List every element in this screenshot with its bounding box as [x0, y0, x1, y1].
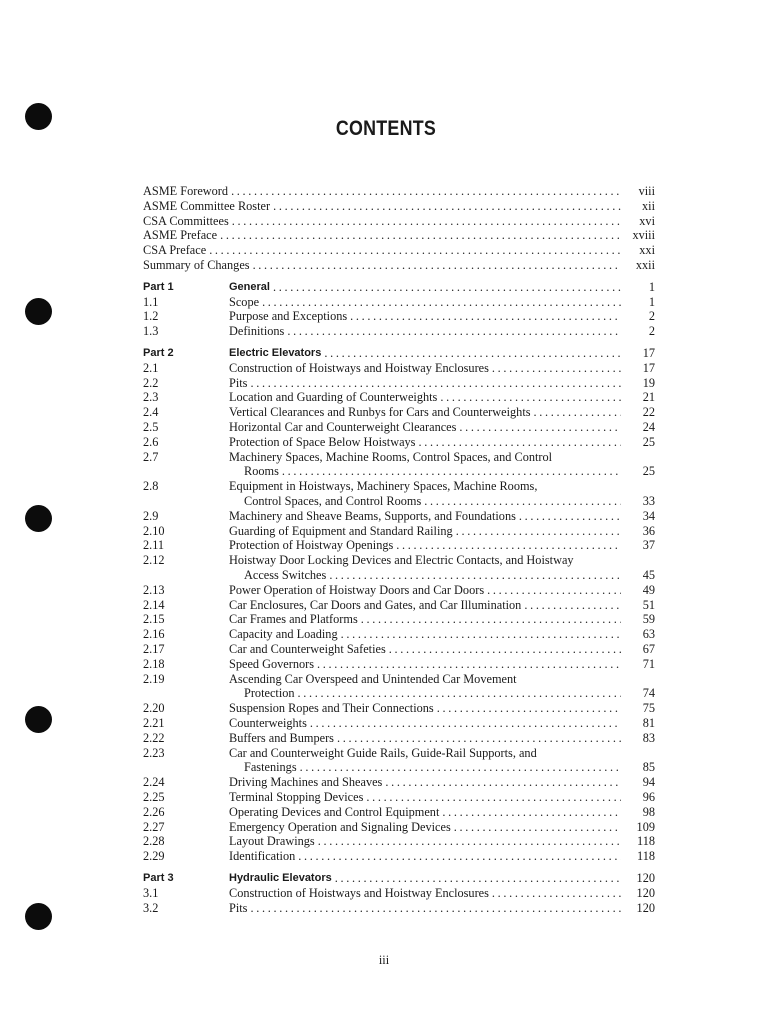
dot-leader	[307, 716, 621, 731]
toc-entry-title: Hydraulic Elevators	[229, 872, 332, 884]
toc-page-number: xxi	[639, 243, 655, 258]
toc-entry	[143, 243, 655, 258]
toc-section-number: 2.26	[143, 804, 165, 819]
toc-entry-title-continuation: Access Switches	[244, 568, 327, 582]
toc-entry	[143, 701, 655, 716]
toc-page-number: 1	[648, 294, 655, 309]
toc-page-number: 21	[642, 390, 655, 405]
toc-entry	[143, 524, 655, 539]
toc-page-number: 19	[642, 375, 655, 390]
toc-entry-title: Construction of Hoistways and Hoistway Enclosures	[229, 360, 489, 375]
toc-entry	[143, 820, 655, 835]
dot-leader	[334, 731, 621, 746]
toc-entry-title: Location and Guarding of Counterweights	[229, 390, 438, 405]
dot-leader	[415, 435, 621, 450]
toc-section-number: 2.19	[143, 671, 165, 686]
toc-page-number: 2	[648, 309, 655, 324]
dot-leader	[484, 583, 621, 598]
toc-entry-title: Electric Elevators	[229, 347, 322, 359]
dot-leader	[228, 184, 621, 199]
toc-page-number: 45	[642, 568, 655, 582]
dot-leader	[247, 376, 621, 391]
dot-leader	[295, 849, 621, 864]
toc-page-number: 118	[637, 849, 655, 864]
toc-entry-title: Terminal Stopping Devices	[229, 790, 364, 804]
toc-entry-title-continuation: Rooms	[244, 464, 279, 479]
dot-leader	[434, 701, 621, 716]
dot-leader	[347, 309, 621, 324]
toc-entry	[143, 746, 655, 761]
toc-entry	[143, 376, 655, 391]
toc-entry	[143, 390, 655, 405]
toc-entry	[143, 583, 655, 598]
toc-entry	[143, 479, 655, 494]
dot-leader	[314, 657, 621, 672]
toc-page-number: 51	[642, 597, 655, 612]
toc-entry-continuation	[143, 686, 655, 701]
toc-page-number: xii	[642, 198, 655, 213]
toc-entry-title: Suspension Ropes and Their Connections	[229, 701, 434, 716]
toc-entry	[143, 834, 655, 849]
toc-page-number: 120	[636, 885, 655, 900]
toc-section-number: 2.10	[143, 523, 165, 538]
toc-entry	[143, 346, 655, 361]
dot-leader	[295, 686, 621, 701]
toc-page-number: 67	[642, 642, 655, 656]
dot-leader	[326, 568, 621, 583]
dot-leader	[229, 214, 621, 229]
toc-page-number: 25	[642, 464, 655, 479]
toc-page-number: 71	[642, 656, 655, 671]
toc-page-number: 96	[642, 790, 655, 804]
toc-entry	[143, 901, 655, 916]
dot-leader	[247, 901, 621, 916]
dot-leader	[259, 295, 621, 310]
dot-leader	[386, 642, 621, 657]
toc-entry-title: Counterweights	[229, 716, 307, 730]
toc-entry	[143, 598, 655, 613]
toc-entry-title: Power Operation of Hoistway Doors and Car Doors	[229, 582, 485, 597]
toc-entry-title: Horizontal Car and Counterweight Clearances	[229, 420, 457, 434]
toc-entry	[143, 672, 655, 687]
toc-entry	[143, 790, 655, 805]
dot-leader	[451, 820, 621, 835]
toc-entry-title: Ascending Car Overspeed and Unintended Car Movement	[229, 671, 517, 686]
toc-entry-title: ASME Foreword	[143, 184, 229, 198]
toc-entry	[143, 805, 655, 820]
toc-section-number: 3.1	[143, 885, 159, 900]
toc-page-number: 109	[636, 819, 655, 834]
toc-entry	[143, 420, 655, 435]
toc-entry	[143, 280, 655, 295]
dot-leader	[338, 627, 621, 642]
toc-entry-title: ASME Committee Roster	[143, 198, 271, 213]
dot-leader	[332, 871, 621, 886]
toc-section-number: 1.1	[143, 294, 159, 309]
dot-leader	[284, 324, 621, 339]
toc-page-number: 63	[642, 627, 655, 642]
toc-entry-title: Hoistway Door Locking Devices and Electric Contacts, and Hoistway	[229, 553, 574, 568]
toc-entry	[143, 405, 655, 420]
toc-section-number: Part 3	[143, 872, 174, 884]
toc-entry-title: Speed Governors	[229, 656, 315, 671]
toc-entry	[143, 361, 655, 376]
toc-entry-title-continuation: Fastenings	[244, 760, 297, 775]
toc-entry-title: Guarding of Equipment and Standard Railing	[229, 523, 453, 538]
toc-entry	[143, 450, 655, 465]
toc-entry	[143, 538, 655, 553]
toc-entry-title: Buffers and Bumpers	[229, 730, 334, 745]
toc-page-number: 37	[642, 538, 655, 553]
toc-entry	[143, 886, 655, 901]
dot-leader	[393, 538, 621, 553]
toc-entry-title: Car and Counterweight Guide Rails, Guide-Rail Supports, and	[229, 745, 537, 760]
toc-page-number: xvi	[639, 213, 655, 228]
page-title-text: CONTENTS	[335, 117, 437, 140]
dot-leader	[382, 775, 621, 790]
toc-entry	[143, 309, 655, 324]
toc-page-number: 2	[648, 324, 655, 339]
toc-page-number: 83	[642, 730, 655, 745]
toc-page-number: 33	[642, 494, 655, 508]
toc-page-number: 81	[642, 716, 655, 730]
dot-leader	[321, 346, 621, 361]
toc-entry-title: Equipment in Hoistways, Machinery Spaces, Machine Rooms,	[229, 479, 538, 494]
toc-entry-title: Pits	[229, 900, 248, 915]
toc-page-number: 49	[642, 582, 655, 597]
toc-entry	[143, 657, 655, 672]
toc-entry	[143, 871, 655, 886]
toc-entry	[143, 214, 655, 229]
toc-entry-title: CSA Preface	[143, 243, 207, 258]
toc-entry-title: Vertical Clearances and Runbys for Cars and Counterweights	[229, 405, 531, 420]
toc-entry-title: Construction of Hoistways and Hoistway Enclosures	[229, 885, 489, 900]
dot-leader	[270, 280, 621, 295]
toc-section-number: 2.12	[143, 553, 165, 568]
toc-entry	[143, 612, 655, 627]
toc-section-number: 2.3	[143, 390, 159, 405]
toc-entry	[143, 295, 655, 310]
toc-section-number: 2.8	[143, 479, 159, 494]
toc-entry	[143, 228, 655, 243]
toc-section-number: 2.27	[143, 819, 165, 834]
toc-entry-title-continuation: Control Spaces, and Control Rooms	[244, 494, 422, 508]
toc-section-number: 2.20	[143, 701, 165, 716]
toc-section-number: 1.3	[143, 324, 159, 339]
toc-entry-title: Layout Drawings	[229, 834, 315, 849]
dot-leader	[521, 598, 621, 613]
toc-entry-title: General	[229, 280, 270, 293]
toc-section-number: 2.7	[143, 449, 159, 464]
toc-page-number: xviii	[632, 228, 655, 243]
toc-entry	[143, 509, 655, 524]
toc-entry-title: Scope	[229, 294, 260, 309]
dot-leader	[206, 243, 621, 258]
toc-entry	[143, 324, 655, 339]
toc-section-number: 2.5	[143, 420, 159, 434]
dot-leader	[489, 361, 621, 376]
toc-page-number: 94	[642, 775, 655, 790]
toc-section-number: 2.25	[143, 790, 165, 804]
toc-entry-title: Car Enclosures, Car Doors and Gates, and Car Illumination	[229, 597, 522, 612]
dot-leader	[315, 834, 621, 849]
toc-section-number: 2.4	[143, 405, 159, 420]
toc-page-number: 36	[642, 523, 655, 538]
toc-section-number: Part 1	[143, 280, 174, 293]
toc-entry-title: Definitions	[229, 324, 285, 339]
toc-entry-title: Purpose and Exceptions	[229, 309, 348, 324]
toc-entry-title: CSA Committees	[143, 213, 229, 228]
dot-leader	[363, 790, 621, 805]
toc-page-number: 59	[642, 612, 655, 627]
toc-section-number: 2.2	[143, 375, 159, 390]
dot-leader	[489, 886, 621, 901]
toc-section-number: 1.2	[143, 309, 159, 324]
toc-page-number: 85	[642, 760, 655, 775]
toc-page-number: 120	[636, 871, 655, 885]
toc-entry-title: Emergency Operation and Signaling Devices	[229, 819, 451, 834]
toc-page-number: 98	[642, 804, 655, 819]
toc-section-number: 2.24	[143, 775, 165, 790]
dot-leader	[270, 199, 621, 214]
toc-entry-title-continuation: Protection	[244, 686, 295, 701]
dot-leader	[217, 228, 621, 243]
toc-entry-title: Car and Counterweight Safeties	[229, 642, 386, 656]
toc-entry-title: Machinery and Sheave Beams, Supports, and Foundations	[229, 508, 516, 523]
toc-entry	[143, 627, 655, 642]
dot-leader	[516, 509, 621, 524]
toc-page-number: 1	[648, 279, 655, 294]
toc-entry-title: Identification	[229, 849, 296, 864]
toc-entry-title: Pits	[229, 375, 248, 390]
dot-leader	[453, 524, 621, 539]
toc-section-number: 2.21	[143, 716, 165, 730]
dot-leader	[437, 390, 621, 405]
toc-page-number: 17	[642, 346, 655, 360]
toc-section-number: 2.16	[143, 627, 165, 642]
toc-page-number: 25	[642, 434, 655, 449]
toc-entry	[143, 184, 655, 199]
toc-section-number: 2.17	[143, 642, 165, 656]
toc-page-number: viii	[638, 184, 655, 198]
toc-section-number: 2.1	[143, 360, 159, 375]
toc-section-number: Part 2	[143, 347, 174, 359]
toc-section-number: 2.13	[143, 582, 165, 597]
toc-entry-continuation	[143, 494, 655, 509]
toc-section-number: 2.15	[143, 612, 165, 627]
toc-page-number: 74	[642, 686, 655, 701]
toc-section-number: 2.18	[143, 656, 165, 671]
toc-entry-title: Summary of Changes	[143, 258, 250, 272]
toc-page-number: 34	[642, 508, 655, 523]
toc-entry	[143, 258, 655, 273]
toc-page-number: 22	[642, 405, 655, 420]
page-number: iii	[378, 953, 390, 967]
toc-entry-title: Protection of Hoistway Openings	[229, 538, 394, 553]
toc-entry	[143, 731, 655, 746]
toc-page-number: 24	[642, 420, 655, 434]
toc-section-number: 2.29	[143, 849, 165, 864]
toc-section-number: 2.6	[143, 434, 159, 449]
toc-entry-title: Operating Devices and Control Equipment	[229, 804, 440, 819]
toc-entry-title: Car Frames and Platforms	[229, 612, 358, 627]
dot-leader	[358, 612, 621, 627]
toc-entry-continuation	[143, 568, 655, 583]
dot-leader	[439, 805, 621, 820]
dot-leader	[297, 760, 621, 775]
toc-entry	[143, 775, 655, 790]
toc-page-number: xxii	[635, 258, 655, 272]
toc-entry-continuation	[143, 760, 655, 775]
toc-page-number: 75	[642, 701, 655, 716]
toc-page-number: 17	[642, 360, 655, 375]
toc-section-number: 2.11	[143, 538, 165, 553]
toc-entry-title: Capacity and Loading	[229, 627, 338, 642]
toc-entry-title: Driving Machines and Sheaves	[229, 775, 383, 790]
toc-entry-title: ASME Preface	[143, 228, 218, 243]
toc-entry	[143, 435, 655, 450]
toc-section-number: 2.22	[143, 730, 165, 745]
dot-leader	[250, 258, 621, 273]
toc-page-number: 120	[636, 900, 655, 915]
toc-entry	[143, 553, 655, 568]
dot-leader	[279, 464, 621, 479]
toc-entry	[143, 642, 655, 657]
toc-entry-continuation	[143, 464, 655, 479]
toc-entry	[143, 199, 655, 214]
dot-leader	[421, 494, 621, 509]
dot-leader	[456, 420, 621, 435]
toc-page-number: 118	[637, 834, 655, 849]
toc-entry	[143, 849, 655, 864]
toc-section-number: 3.2	[143, 900, 159, 915]
toc-entry-title: Machinery Spaces, Machine Rooms, Control Spaces, and Control	[229, 449, 553, 464]
toc-entry-title: Protection of Space Below Hoistways	[229, 434, 416, 449]
toc-section-number: 2.23	[143, 745, 165, 760]
dot-leader	[531, 405, 621, 420]
toc-entry	[143, 716, 655, 731]
toc-section-number: 2.28	[143, 834, 165, 849]
toc-section-number: 2.14	[143, 597, 165, 612]
toc-section-number: 2.9	[143, 508, 159, 523]
